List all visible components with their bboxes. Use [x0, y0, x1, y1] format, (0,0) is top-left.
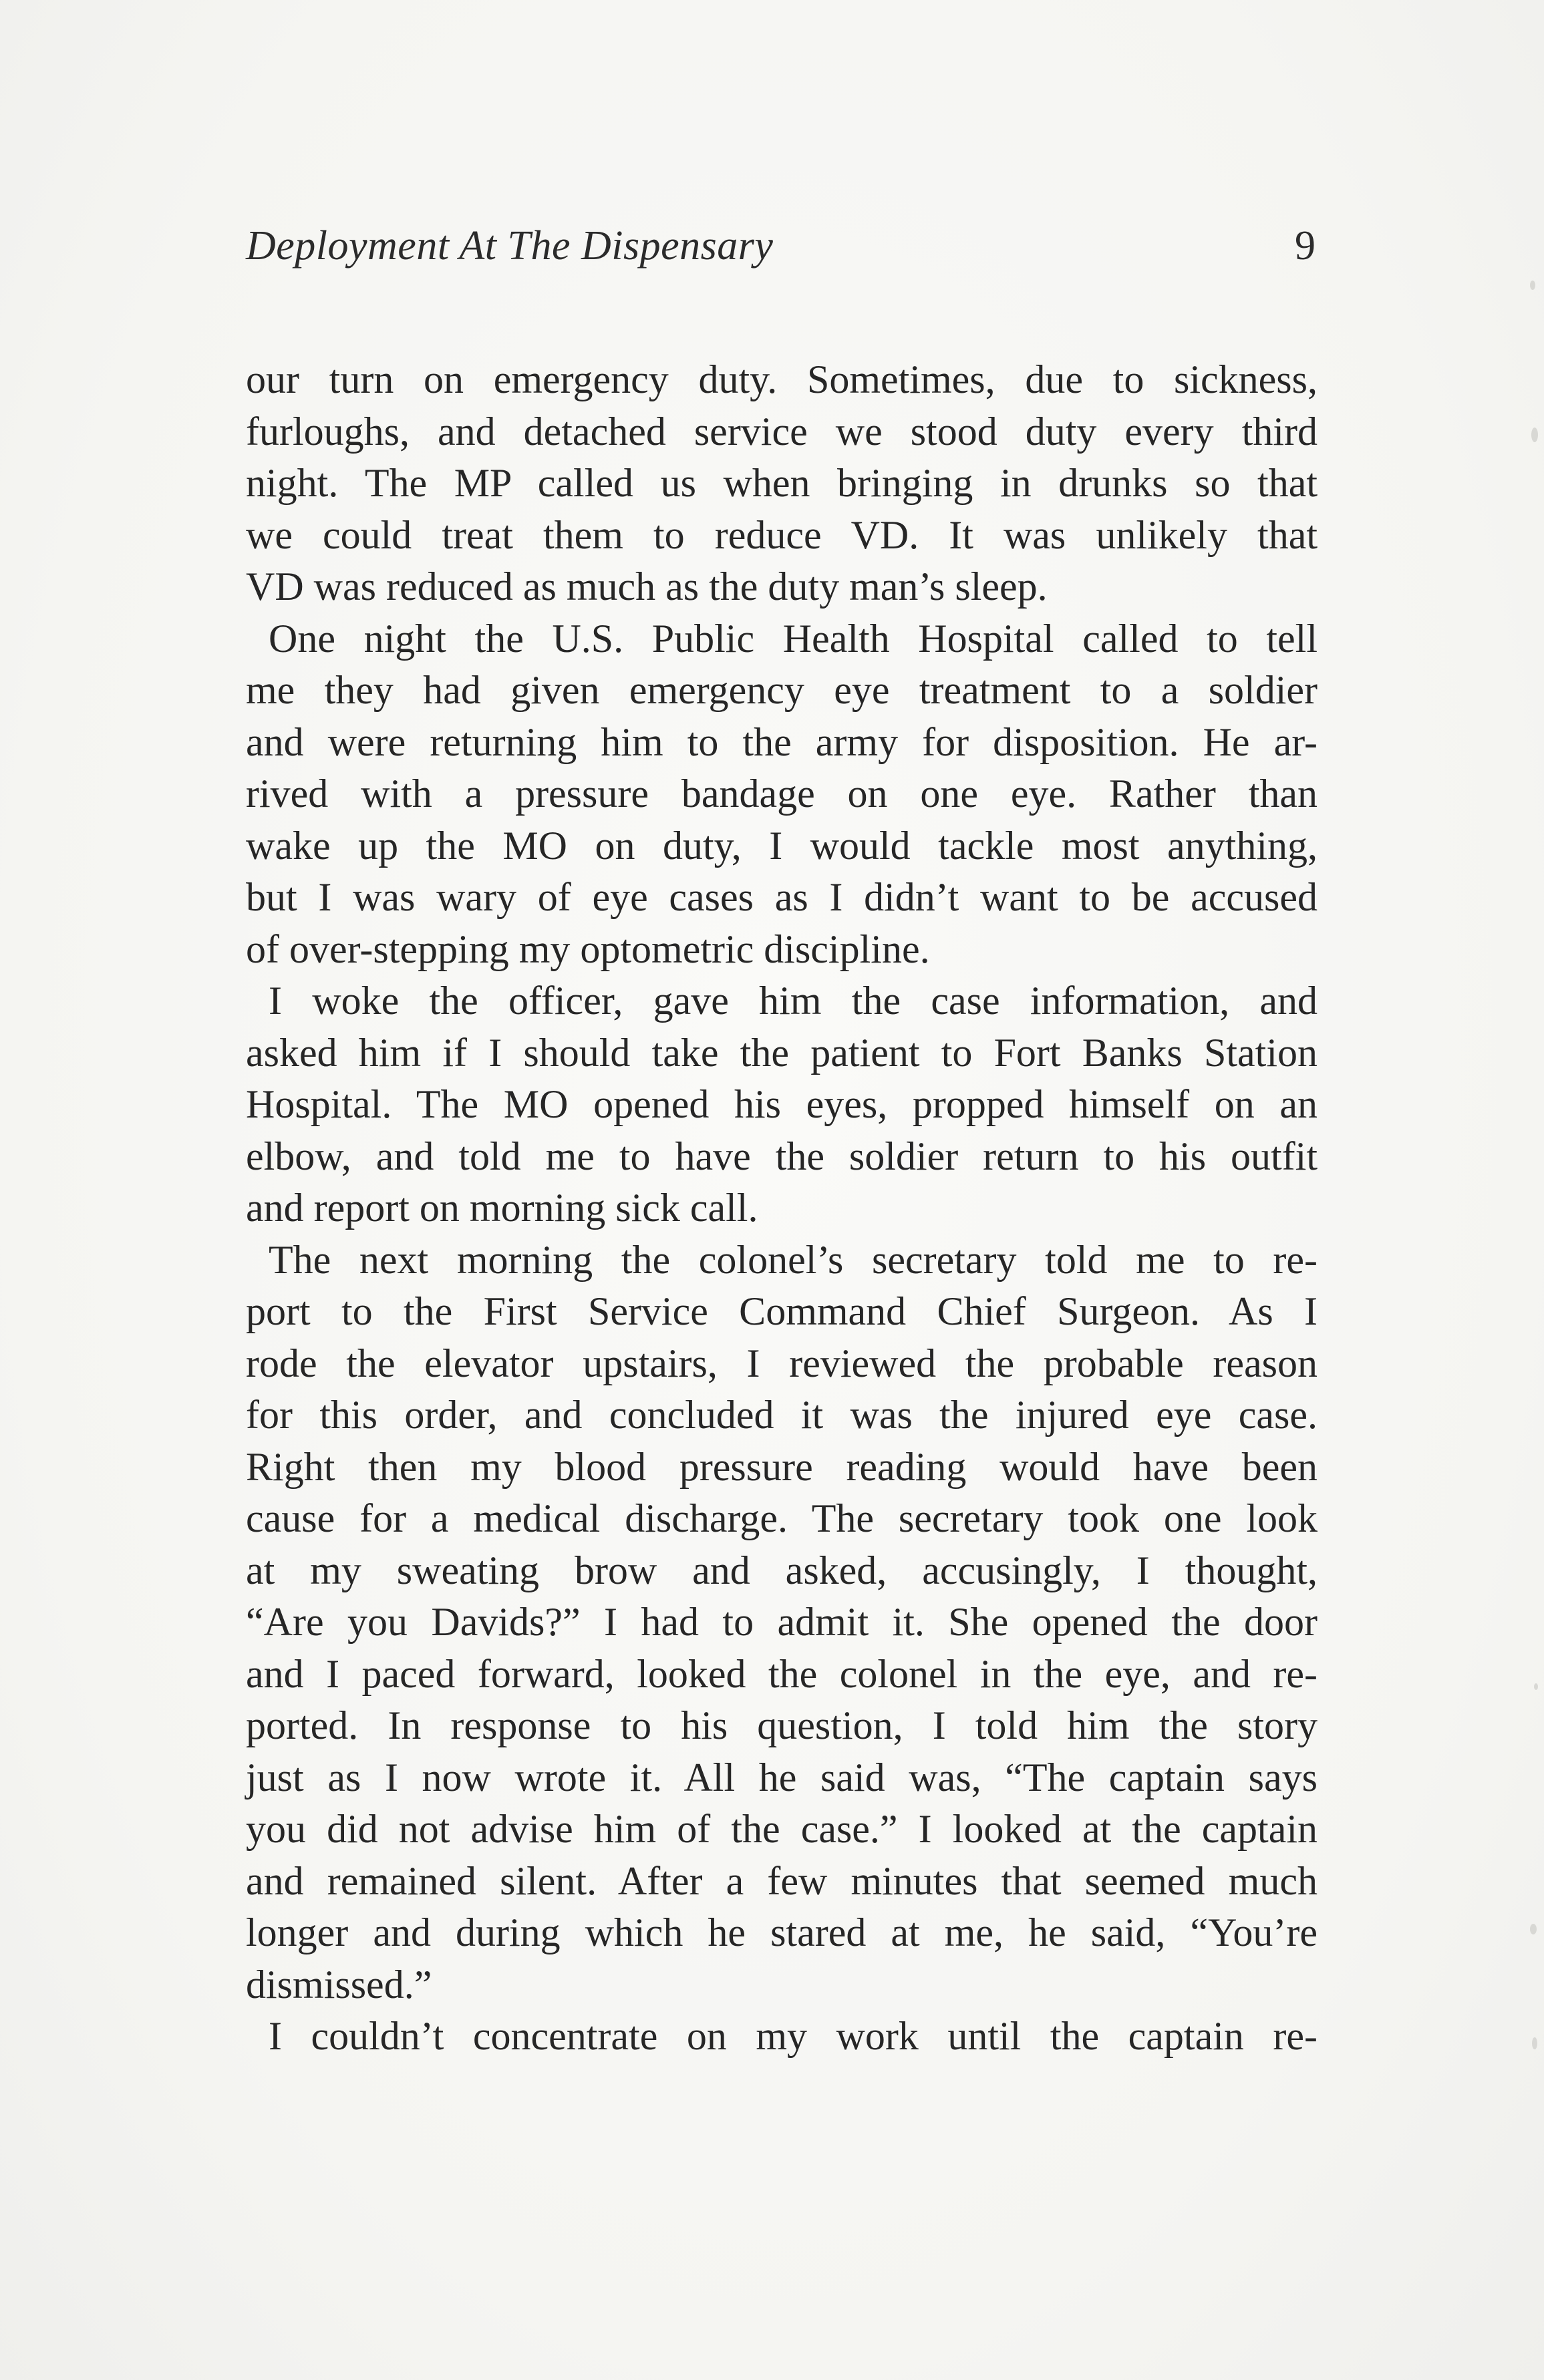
text-line: night. The MP called us when bringing in drunks so that — [246, 461, 1318, 505]
text-line: you did not advise him of the case.” I looked at the captain — [246, 1807, 1318, 1851]
text-line: dismissed.” — [246, 1962, 432, 2007]
text-line: me they had given emergency eye treatment to a soldier — [246, 668, 1318, 712]
text-line: and were returning him to the army for disposition. He ar- — [246, 719, 1318, 764]
text-line: but I was wary of eye cases as I didn’t want to be accused — [246, 875, 1318, 919]
paper-speck — [1530, 281, 1535, 290]
text-line: our turn on emergency duty. Sometimes, due to sickness, — [246, 357, 1318, 401]
paper-speck — [1530, 1924, 1537, 1934]
text-line: we could treat them to reduce VD. It was unlikely that — [246, 512, 1318, 557]
text-line: longer and during which he stared at me, he said, “You’re — [246, 1910, 1318, 1954]
text-line: Right then my blood pressure reading would have been — [246, 1444, 1318, 1489]
body-text — [246, 354, 1318, 2063]
text-line: and report on morning sick call. — [246, 1186, 758, 1230]
paragraph-first-line: I woke the officer, gave him the case information, and — [269, 979, 1318, 1023]
text-line: asked him if I should take the patient to Fort Banks Station — [246, 1030, 1318, 1075]
text-line: furloughs, and detached service we stood duty every third — [246, 409, 1318, 454]
text-line: and I paced forward, looked the colonel in the eye, and re- — [246, 1651, 1318, 1696]
text-line: wake up the MO on duty, I would tackle most anything, — [246, 823, 1318, 868]
paragraph-first-line: One night the U.S. Public Health Hospital called to tell — [269, 616, 1318, 661]
text-line: “Are you Davids?” I had to admit it. She opened the door — [246, 1600, 1318, 1644]
text-line: Hospital. The MO opened his eyes, propped himself on an — [246, 1082, 1318, 1126]
text-line: at my sweating brow and asked, accusingly, I thought, — [246, 1548, 1318, 1592]
text-line: just as I now wrote it. All he said was, “The captain says — [246, 1755, 1318, 1800]
paper-speck — [1532, 2037, 1537, 2049]
text-line: cause for a medical discharge. The secretary took one look — [246, 1496, 1318, 1540]
text-line: VD was reduced as much as the duty man’s sleep. — [246, 564, 1048, 609]
text-line: port to the First Service Command Chief Surgeon. As I — [246, 1289, 1318, 1333]
page-number: 9 — [1295, 223, 1316, 269]
text-line: of over-stepping my optometric discipline. — [246, 926, 930, 971]
paragraph-first-line: The next morning the colonel’s secretary told me to re- — [269, 1237, 1318, 1282]
paper-speck — [1534, 1683, 1538, 1690]
text-line: elbow, and told me to have the soldier return to his outfit — [246, 1134, 1318, 1178]
running-title: Deployment At The Dispensary — [246, 223, 774, 269]
paper-speck — [1531, 428, 1538, 442]
text-line: for this order, and concluded it was the injured eye case. — [246, 1393, 1318, 1437]
text-line: rived with a pressure bandage on one eye. Rather than — [246, 772, 1318, 816]
text-line: ported. In response to his question, I told him the story — [246, 1703, 1318, 1747]
text-line: rode the elevator upstairs, I reviewed the probable reason — [246, 1341, 1318, 1385]
text-line: and remained silent. After a few minutes that seemed much — [246, 1858, 1318, 1903]
paragraph-first-line: I couldn’t concentrate on my work until the captain re- — [269, 2014, 1318, 2058]
